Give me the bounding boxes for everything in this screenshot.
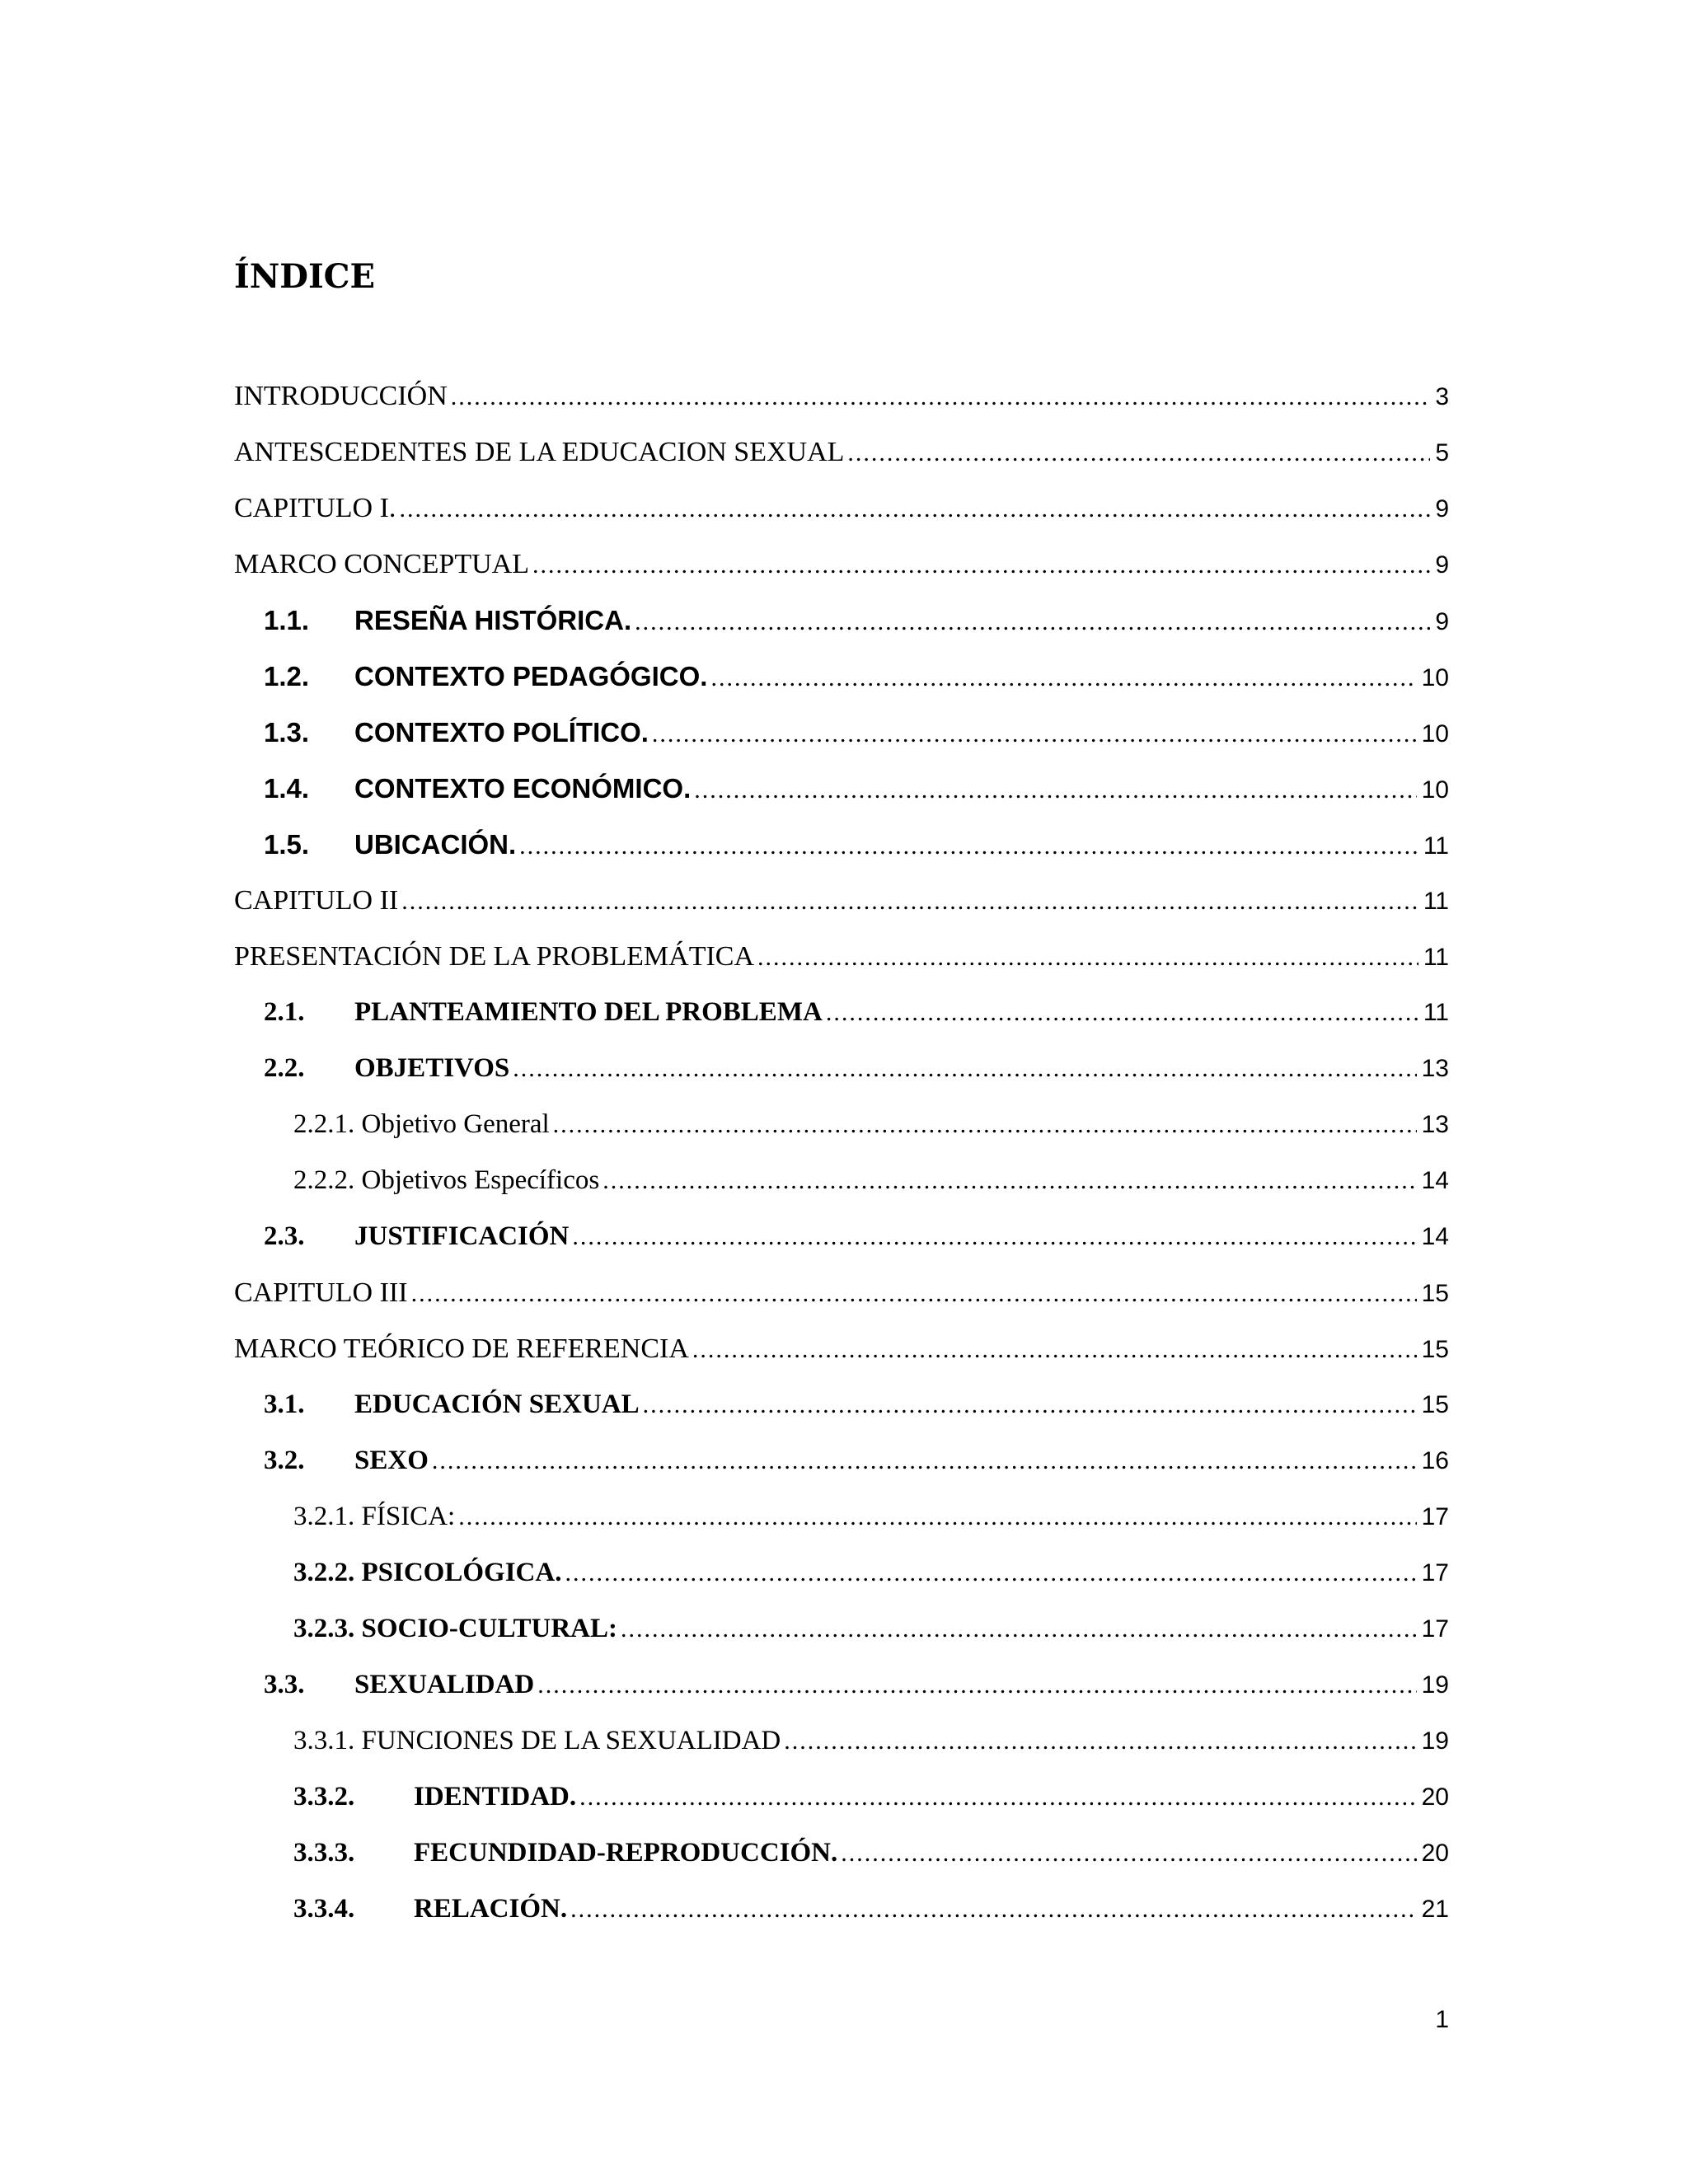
table-of-contents <box>234 381 1449 1950</box>
toc-entry[interactable] <box>234 1165 1449 1221</box>
toc-entry-page: 13 <box>1421 1055 1449 1082</box>
toc-entry-title: MARCO TEÓRICO DE REFERENCIA <box>234 1333 689 1364</box>
toc-dot-leader <box>652 720 1417 748</box>
toc-dot-leader <box>710 664 1416 692</box>
toc-entry-page: 3 <box>1435 383 1449 410</box>
toc-dot-leader <box>643 1391 1417 1419</box>
toc-entry-page: 13 <box>1421 1111 1449 1138</box>
toc-entry-page: 20 <box>1421 1783 1449 1811</box>
toc-entry-number: 3.3.3. <box>293 1838 355 1868</box>
toc-dot-leader <box>570 1896 1417 1924</box>
toc-entry[interactable] <box>234 1277 1449 1333</box>
toc-dot-leader <box>826 999 1418 1027</box>
toc-entry-page: 14 <box>1421 1223 1449 1250</box>
toc-entry[interactable] <box>234 1558 1449 1614</box>
toc-entry[interactable] <box>234 437 1449 493</box>
toc-entry-page: 19 <box>1421 1671 1449 1699</box>
toc-entry-title: CAPITULO II <box>234 885 399 916</box>
toc-entry-number: 3.3.2. <box>293 1782 355 1811</box>
toc-entry-title: 2.2.2. Objetivos Específicos <box>293 1165 600 1195</box>
toc-entry[interactable] <box>234 717 1449 773</box>
toc-entry-page: 17 <box>1421 1615 1449 1643</box>
toc-entry-title: CAPITULO I. <box>234 493 396 523</box>
toc-entry[interactable] <box>234 1894 1449 1950</box>
toc-entry-number: 1.2. <box>264 661 310 691</box>
toc-entry-number: 2.2. <box>264 1053 305 1083</box>
toc-entry-title: PLANTEAMIENTO DEL PROBLEMA <box>354 997 823 1027</box>
toc-dot-leader <box>401 888 1418 916</box>
toc-dot-leader <box>537 1671 1416 1699</box>
toc-dot-leader <box>757 944 1418 972</box>
toc-entry[interactable] <box>234 493 1449 549</box>
toc-dot-leader <box>458 1503 1416 1531</box>
toc-entry-number: 2.3. <box>264 1221 305 1251</box>
toc-dot-leader <box>519 832 1418 860</box>
toc-entry-title: SEXO <box>354 1446 429 1475</box>
toc-entry-number: 1.1. <box>264 605 310 635</box>
toc-entry-number: 1.3. <box>264 717 310 748</box>
toc-entry-page: 9 <box>1435 608 1449 635</box>
toc-entry[interactable] <box>234 1726 1449 1782</box>
toc-entry[interactable] <box>234 829 1449 885</box>
toc-entry-title: 2.2.1. Objetivo General <box>293 1109 550 1139</box>
toc-dot-leader <box>841 1840 1416 1868</box>
toc-entry-title: CONTEXTO ECONÓMICO. <box>354 773 692 804</box>
toc-entry-page: 17 <box>1421 1503 1449 1530</box>
toc-entry-page: 10 <box>1421 720 1449 748</box>
toc-entry-title: 3.2.3. SOCIO-CULTURAL: <box>293 1614 618 1643</box>
toc-entry-page: 10 <box>1421 776 1449 804</box>
toc-entry-page: 11 <box>1423 832 1449 860</box>
toc-entry[interactable] <box>234 549 1449 605</box>
toc-entry-title: FECUNDIDAD-REPRODUCCIÓN. <box>414 1838 838 1868</box>
toc-entry-page: 11 <box>1423 999 1449 1026</box>
toc-entry-title: SEXUALIDAD <box>354 1670 535 1699</box>
toc-dot-leader <box>694 776 1416 804</box>
toc-entry[interactable] <box>234 381 1449 437</box>
toc-entry-page: 10 <box>1421 664 1449 691</box>
toc-entry-page: 21 <box>1421 1896 1449 1923</box>
toc-entry-title: RELACIÓN. <box>414 1894 568 1924</box>
toc-entry-title: 3.2.1. FÍSICA: <box>293 1502 456 1531</box>
toc-dot-leader <box>432 1447 1417 1475</box>
toc-entry-title: CONTEXTO PEDAGÓGICO. <box>354 661 708 691</box>
toc-entry-page: 19 <box>1421 1727 1449 1755</box>
toc-entry-number: 3.1. <box>264 1390 305 1419</box>
toc-entry-page: 15 <box>1421 1280 1449 1307</box>
toc-entry[interactable] <box>234 773 1449 829</box>
toc-entry[interactable] <box>234 1390 1449 1446</box>
toc-entry-title: ANTESCEDENTES DE LA EDUCACION SEXUAL <box>234 437 845 467</box>
toc-entry-page: 17 <box>1421 1559 1449 1586</box>
toc-entry-number: 3.3.4. <box>293 1894 355 1924</box>
toc-entry-title: CONTEXTO POLÍTICO. <box>354 717 649 748</box>
toc-entry-title: JUSTIFICACIÓN <box>354 1221 570 1251</box>
toc-entry-number: 2.1. <box>264 997 305 1027</box>
toc-dot-leader <box>621 1615 1417 1643</box>
toc-entry-page: 11 <box>1423 888 1449 915</box>
toc-entry[interactable] <box>234 1838 1449 1894</box>
toc-entry[interactable] <box>234 1614 1449 1670</box>
toc-entry[interactable] <box>234 1782 1449 1838</box>
toc-dot-leader <box>579 1783 1417 1811</box>
toc-entry[interactable] <box>234 885 1449 941</box>
toc-entry-page: 15 <box>1421 1336 1449 1363</box>
toc-entry-title: OBJETIVOS <box>354 1053 510 1083</box>
toc-entry-number: 1.4. <box>264 773 310 804</box>
toc-dot-leader <box>565 1559 1416 1587</box>
toc-entry[interactable] <box>234 1446 1449 1502</box>
page-title: ÍNDICE <box>234 257 375 296</box>
toc-entry-title: EDUCACIÓN SEXUAL <box>354 1390 640 1419</box>
toc-entry-title: INTRODUCCIÓN <box>234 381 448 411</box>
toc-entry-title: UBICACIÓN. <box>354 829 517 860</box>
toc-entry-page: 14 <box>1421 1167 1449 1194</box>
toc-dot-leader <box>572 1223 1416 1251</box>
toc-dot-leader <box>603 1167 1416 1195</box>
toc-entry-page: 9 <box>1435 551 1449 579</box>
toc-entry[interactable] <box>234 941 1449 997</box>
toc-dot-leader <box>532 551 1430 579</box>
toc-dot-leader <box>411 1280 1417 1308</box>
toc-entry[interactable] <box>234 1109 1449 1165</box>
toc-dot-leader <box>692 1336 1417 1364</box>
toc-entry[interactable] <box>234 1053 1449 1109</box>
toc-entry-number: 3.3. <box>264 1670 305 1699</box>
toc-entry-title: 3.3.1. FUNCIONES DE LA SEXUALIDAD <box>293 1726 781 1755</box>
toc-entry-title: MARCO CONCEPTUAL <box>234 549 529 579</box>
toc-entry-page: 20 <box>1421 1840 1449 1867</box>
toc-dot-leader <box>513 1055 1416 1083</box>
toc-entry-page: 16 <box>1421 1447 1449 1474</box>
toc-entry[interactable] <box>234 1502 1449 1558</box>
toc-entry-title: CAPITULO III <box>234 1277 408 1308</box>
toc-entry[interactable] <box>234 1333 1449 1390</box>
toc-entry-title: PRESENTACIÓN DE LA PROBLEMÁTICA <box>234 941 755 972</box>
toc-entry-page: 5 <box>1435 439 1449 466</box>
toc-entry-number: 1.5. <box>264 829 310 860</box>
toc-dot-leader <box>847 439 1430 467</box>
toc-entry-page: 9 <box>1435 495 1449 523</box>
toc-dot-leader <box>399 495 1430 523</box>
toc-entry-number: 3.2. <box>264 1446 305 1475</box>
toc-dot-leader <box>451 383 1431 411</box>
toc-entry[interactable] <box>234 1221 1449 1277</box>
toc-entry[interactable] <box>234 661 1449 717</box>
toc-entry[interactable] <box>234 997 1449 1053</box>
toc-entry[interactable] <box>234 605 1449 661</box>
toc-dot-leader <box>635 608 1430 636</box>
toc-dot-leader <box>553 1111 1417 1139</box>
toc-entry-title: IDENTIDAD. <box>414 1782 577 1811</box>
toc-dot-leader <box>784 1727 1416 1755</box>
toc-entry-page: 11 <box>1423 944 1449 971</box>
toc-entry[interactable] <box>234 1670 1449 1726</box>
toc-entry-title: 3.2.2. PSICOLÓGICA. <box>293 1558 562 1587</box>
page-number: 1 <box>1435 2006 1449 2033</box>
toc-entry-page: 15 <box>1421 1391 1449 1418</box>
toc-entry-title: RESEÑA HISTÓRICA. <box>354 605 632 635</box>
